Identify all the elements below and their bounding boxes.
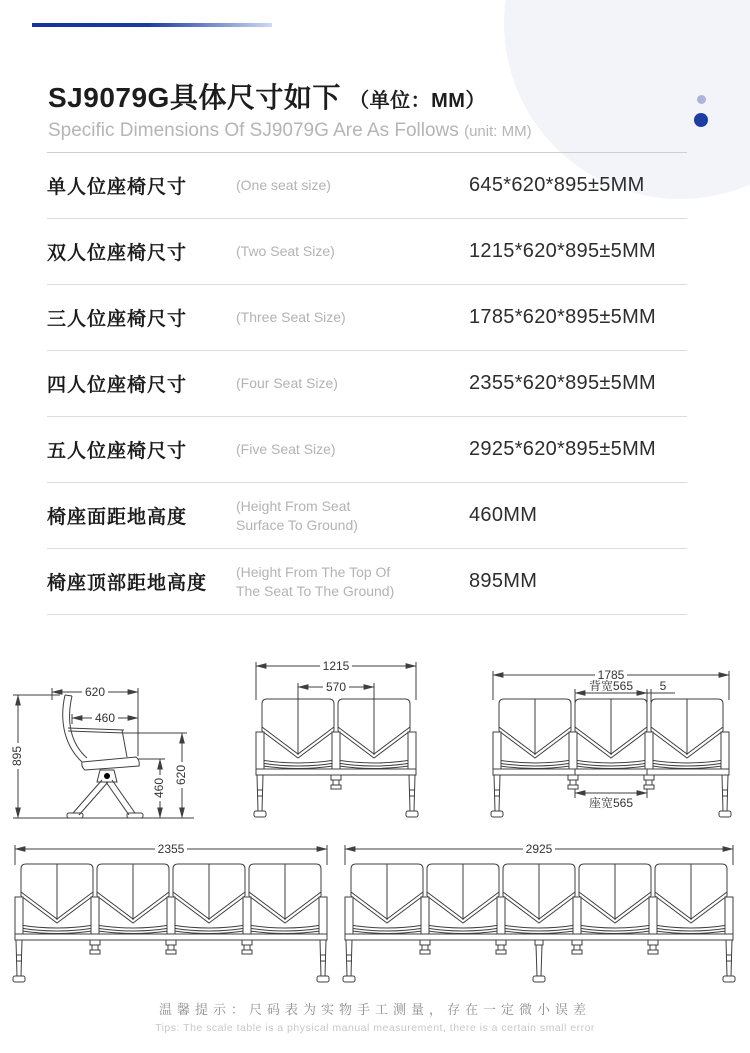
row-label-cn: 单人位座椅尺寸 (47, 177, 188, 198)
diagram-front-view-four-seat (10, 835, 332, 990)
row-value: 2355*620*895±5MM (469, 372, 657, 394)
row-value: 645*620*895±5MM (469, 174, 645, 196)
page-subtitle-en: Specific Dimensions Of SJ9079G Are As Follows (48, 120, 459, 141)
row-label-en: (Two Seat Size) (236, 243, 335, 260)
dim-seat-pitch: 570 (325, 680, 347, 694)
four-seat-chairs (13, 864, 329, 982)
footer-tips (0, 999, 750, 1034)
dim-total-width: 1785 (597, 668, 625, 682)
page-subtitle-unit: (unit: MM) (464, 123, 532, 140)
row-label-en: (Five Seat Size) (236, 441, 336, 458)
row-label-cn: 椅座面距地高度 (47, 507, 188, 528)
five-seat-dimensions (345, 842, 733, 865)
four-seat-dimensions (15, 842, 327, 865)
table-row (47, 219, 687, 285)
row-label-cn: 三人位座椅尺寸 (47, 309, 188, 330)
table-row (47, 153, 687, 219)
tip-text-en: Tips: The scale table is a physical manual measurement, there is a certain small error (155, 1022, 595, 1034)
table-row (47, 285, 687, 351)
dim-seat-width: 座宽565 (588, 796, 634, 810)
dimension-table (47, 153, 687, 615)
side-dimensions (10, 685, 194, 818)
page-title-cn: SJ9079G具体尺寸如下 (48, 82, 341, 113)
row-value: 1785*620*895±5MM (469, 306, 657, 328)
row-value: 895MM (469, 570, 538, 592)
diagram-front-view-two-seat (250, 650, 422, 840)
row-value: 1215*620*895±5MM (469, 240, 657, 262)
row-value: 2925*620*895±5MM (469, 438, 657, 460)
diagram-front-view-five-seat (340, 835, 738, 990)
dim-total-width: 2925 (525, 842, 553, 856)
row-label-en: (Three Seat Size) (236, 309, 346, 326)
page-subtitle (48, 120, 532, 142)
row-value: 460MM (469, 504, 538, 526)
accent-gradient-bar (32, 23, 272, 27)
dim-back-height: 620 (174, 764, 188, 786)
row-label-en: (Height From The Top Of The Seat To The Ground) (236, 563, 395, 599)
dim-seat-height: 460 (152, 777, 166, 799)
table-row (47, 549, 687, 615)
two-seat-dimensions (256, 659, 416, 700)
row-label-en: (One seat size) (236, 177, 331, 194)
dim-total-width: 1215 (322, 659, 350, 673)
tip-text-cn: 温馨提示：尺码表为实物手工测量，存在一定微小误差 (158, 1002, 591, 1017)
row-label-cn: 椅座顶部距地高度 (47, 573, 208, 594)
row-label-en: (Four Seat Size) (236, 375, 338, 392)
table-row (47, 417, 687, 483)
page-title (48, 76, 486, 116)
row-label-en: (Height From Seat Surface To Ground) (236, 497, 358, 533)
dim-inner-depth: 460 (94, 711, 116, 725)
row-label-cn: 五人位座椅尺寸 (47, 441, 188, 462)
table-row (47, 351, 687, 417)
row-label-cn: 双人位座椅尺寸 (47, 243, 188, 264)
dim-total-height: 895 (10, 745, 24, 767)
dim-depth: 620 (84, 685, 106, 699)
dim-total-width: 2355 (157, 842, 185, 856)
dim-gap: 5 (659, 679, 667, 693)
dim-back-width: 背宽565 (588, 679, 634, 693)
accent-dot-light (697, 95, 706, 104)
page-title-unit: （单位：MM） (349, 90, 486, 112)
table-row (47, 483, 687, 549)
five-seat-chairs (343, 864, 735, 982)
diagram-side-view-one-seat (8, 658, 244, 838)
row-label-cn: 四人位座椅尺寸 (47, 375, 188, 396)
accent-dot-dark (694, 113, 708, 127)
two-seat-chairs (254, 699, 418, 817)
diagram-front-view-three-seat (487, 650, 737, 840)
